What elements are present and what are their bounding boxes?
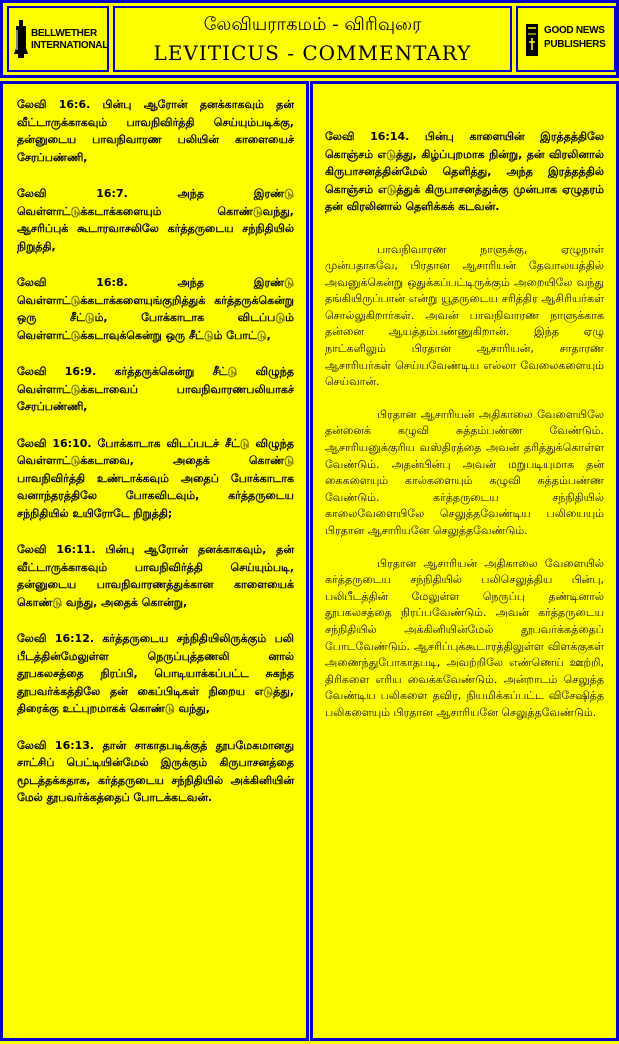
good-news-logo bbox=[524, 16, 612, 66]
verse-16-7: லேவி 16:7. அந்த இரண்டு வெள்ளாட்டுக்கடாக்களையும் கொண்டுவந்து, ஆசரிப்புக் கூடாரவாசலிலே கர்த்தருடைய சந்நிதியில் நிறுத்தி, bbox=[17, 187, 294, 253]
bellwether-logo-box bbox=[7, 6, 109, 72]
header bbox=[0, 0, 619, 78]
bell-icon bbox=[13, 20, 29, 60]
title-box bbox=[113, 6, 512, 72]
good-news-logo-text: GOOD NEWS PUBLISHERS bbox=[544, 25, 606, 50]
verse-16-9: லேவி 16:9. கர்த்தருக்கென்று சீட்டு விழுந்த வெள்ளாட்டுக்கடாவைப் பாவநிவாரணபலியாகச் சேரப்பண்ணி, bbox=[17, 365, 294, 413]
bellwether-logo bbox=[13, 16, 109, 66]
verse-16-6: லேவி 16:6. பின்பு ஆரோன் தனக்காகவும் தன் வீட்டாருக்காகவும் பாவநிவிர்த்தி செய்யும்படிக்கு, தன்னுடைய பாவநிவாரண பலியின் காளையைச் சேரப்பண்ணி, bbox=[17, 98, 294, 164]
verse-16-14: லேவி 16:14. பின்பு காளையின் இரத்தத்திலே கொஞ்சம் எடுத்து, கிழ்ப்புறமாக நின்று, தன் விரலினால் கிருபாசனத்தின்மேல் தெளித்து, அந்த இரத்தத்தில் கொஞ்சம் எடுத்துக் கிருபாசனத்துக்கு முன்பாக ஏழுதரம் தன் விரலினால் தெளிக்கக் கடவன். bbox=[325, 130, 604, 213]
right-column bbox=[310, 81, 619, 1041]
verse-16-10: லேவி 16:10. போக்காடாக விடப்படச் சீட்டு விழுந்த வெள்ளாட்டுக்கடாவை, அதைக் கொண்டு பாவநிவிர்த்தி உண்டாக்கவும் அதைப் போக்காடாக வனாந்தரத்திலே போகவிடவும், கர்த்தருடைய சந்நிதியில் உயிரோடே நிறுத்தி; bbox=[17, 436, 294, 520]
title-english: LEVITICUS - COMMENTARY bbox=[153, 41, 472, 65]
verse-16-13: லேவி 16:13. தான் சாகாதபடிக்குத் தூபமேகமானது சாட்சிப் பெட்டியின்மேல் இருக்கும் கிருபாசனத்தை மூடத்தக்கதாக, கர்த்தருடைய சந்நிதியில் அக்கினியின் மேல் தூபவர்க்கத்தைப் போடக்கடவன். bbox=[17, 738, 294, 804]
verse-16-12: லேவி 16:12. கர்த்தருடைய சந்நிதியிலிருக்கும் பலி பீடத்தின்மேலுள்ள நெருப்புத்தணலி னால் தூபகலசத்தை நிரப்பி, பொடியாக்கப்பட்ட சுகந்த தூபவர்க்கத்திலே தன் கைப்பிடிகள் நிறைய எடுத்து, திரைக்கு உட்புறமாகக் கொண்டு வந்து, bbox=[17, 632, 294, 715]
commentary-paragraph: பாவநிவாரண நாளுக்கு, ஏழுநாள் முன்பதாகவே, பிரதான ஆசாரியன் தேவாலயத்தில் அவனுக்கென்று ஒதுக்கப்பட்டிருக்கும் அறையிலே வந்து தங்கியிருப்பான் என்று யூதருடைய சரித்திர ஆசிரியர்கள் சொல்லுகிறார்கள். அவன் பாவநிவாரண நாளுக்காக தன்னை ஆயத்தம்பண்ணுகிறான். இந்த ஏழு நாட்களிலும் பிரதான ஆசாரியன், சாதாரண ஆசாரியர்கள் செய்யவேண்டிய எல்லா வேலைகளையும் செய்வான். bbox=[325, 242, 604, 389]
good-news-logo-box bbox=[516, 6, 616, 72]
commentary-paragraph: பிரதான ஆசாரியன் அதிகாலை வேளையிலே தன்னைக் கழுவி சுத்தம்பண்ண வேண்டும். ஆசாரியனுக்குரிய வஸ்திரத்தை அவன் தரித்துக்கொள்ள வேண்டும். அதன்பின்பு அவன் மறுபடியுமாக தன் கைகளையும் கால்களையும் கழுவி சுத்தம்பண்ண வேண்டும். கர்த்தருடைய சந்நிதியில் காலைவேளையிலே செலுத்தவேண்டிய பலியையும் பிரதான ஆசாரியனே செலுத்தவேண்டும். bbox=[325, 407, 604, 537]
book-icon bbox=[524, 20, 540, 60]
verse-16-8: லேவி 16:8. அந்த இரண்டு வெள்ளாட்டுக்கடாக்களையுங்குறித்துக் கர்த்தருக்கென்று ஒரு சீட்டும், போக்காடாக விடப்படும் வெள்ளாட்டுக்கடாவுக்கென்று ஒரு சீட்டும் போட்டு, bbox=[17, 276, 294, 342]
left-column bbox=[0, 81, 309, 1041]
bellwether-logo-text: BELLWETHER INTERNATIONAL bbox=[31, 28, 109, 51]
verse-16-11: லேவி 16:11. பின்பு ஆரோன் தனக்காகவும், தன் வீட்டாருக்காகவும் பாவநிவிர்த்தி செய்யும்படி, தன்னுடைய பாவநிவாரணத்துக்கான காளையைக் கொண்டு வந்து, அதைக் கொன்று, bbox=[17, 543, 294, 609]
commentary-paragraph: பிரதான ஆசாரியன் அதிகாலை வேளையில் கர்த்தருடைய சந்நிதியில் பலிசெலுத்திய பின்பு, பலிபீடத்தின் மேலுள்ள நெருப்பு தண்டினால் தூபகலசத்தை நிரப்பவேண்டும். அவன் கர்த்தருடைய சந்நிதியில் அக்கினியின்மேல் தூபவர்க்கத்தைப் போடவேண்டும். ஆசரிப்புக்கூடாரத்திலுள்ள விளக்குகள் அணைந்துபோகாதபடி, அவற்றிலே எண்ணெய் ஊற்றி, திரிகளை எரிய வைக்கவேண்டும். அன்றாடம் செலுத்த வேண்டிய பலிகளை தவிர, நியமிக்கப்பட்ட விசேஷித்த பலிகளையும் பிரதான ஆசாரியனே செலுத்தவேண்டும். bbox=[325, 556, 604, 719]
title-tamil: லேவியராகமம் - விரிவுரை bbox=[203, 14, 422, 35]
